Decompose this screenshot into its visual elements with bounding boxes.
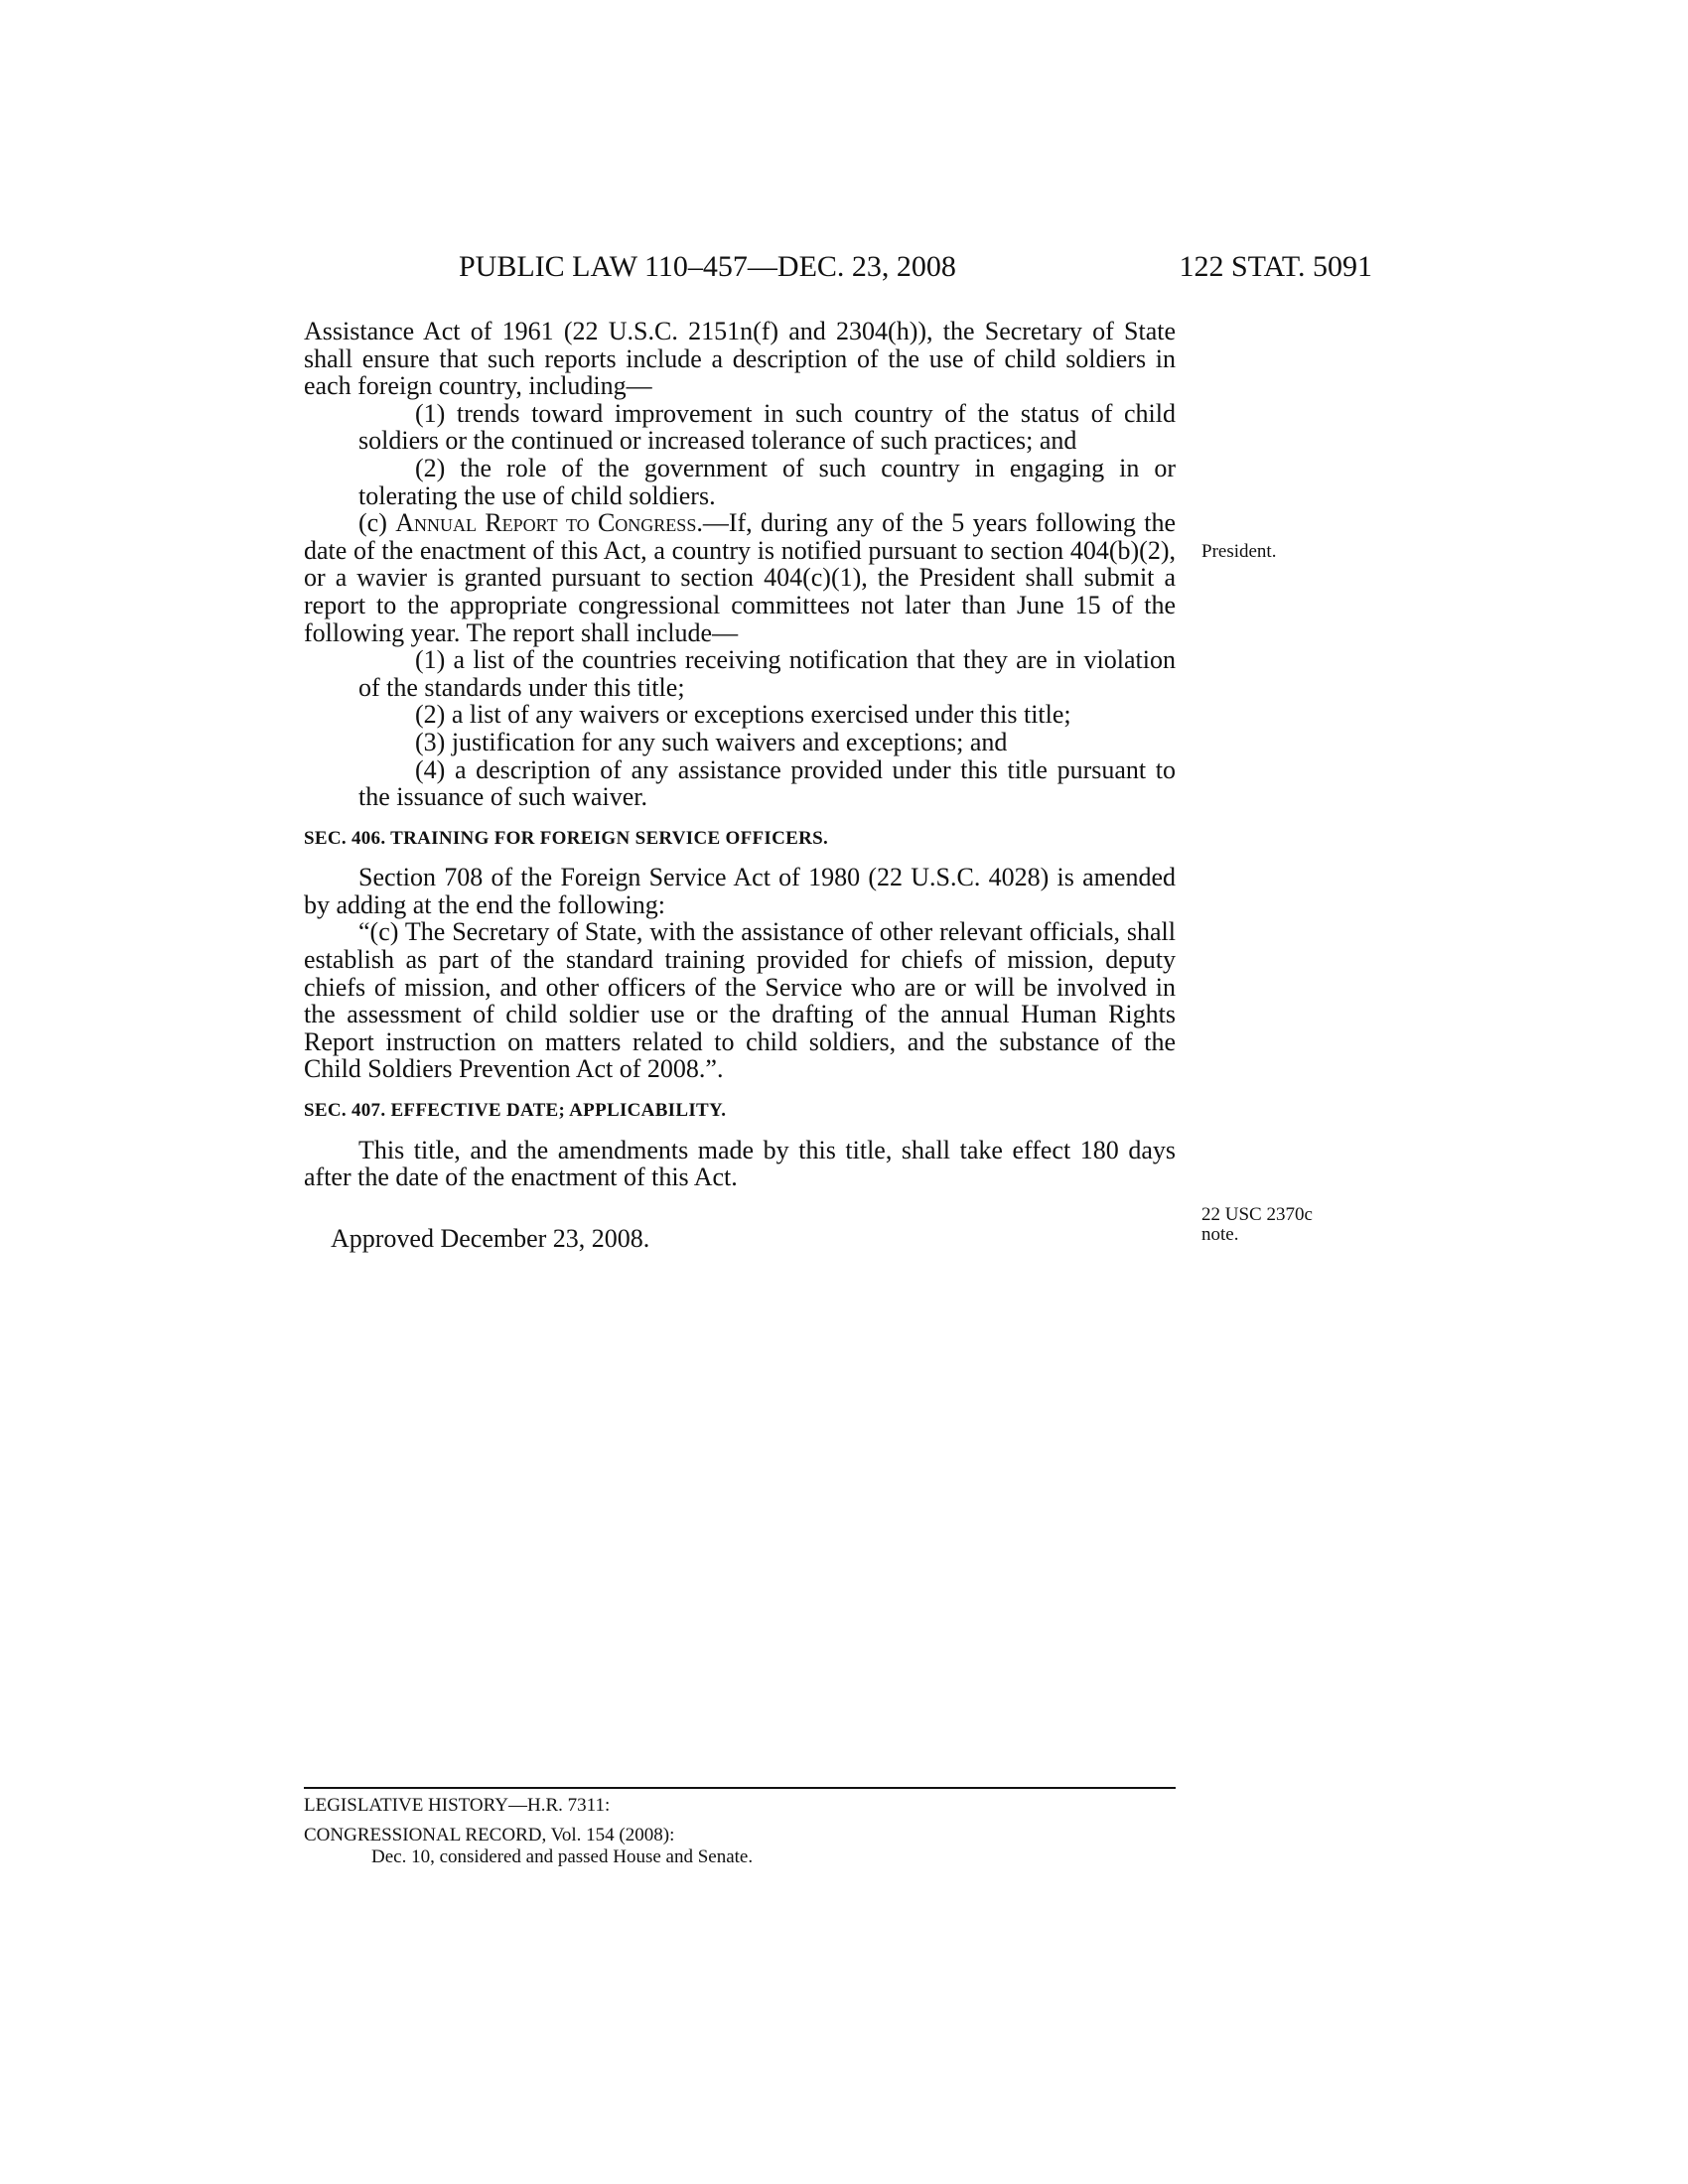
legislative-history-footnote <box>304 1787 1176 1868</box>
section-406-text: Section 708 of the Foreign Service Act of 1980 (22 U.S.C. 4028) is amended by adding at the end the following: <box>304 863 1176 919</box>
margin-note-usc-line2: note. <box>1201 1224 1239 1245</box>
list-item-c3: (3) justification for any such waivers and exceptions; and <box>415 727 1008 756</box>
running-title: PUBLIC LAW 110–457—DEC. 23, 2008 <box>459 250 956 283</box>
record-entry: Dec. 10, considered and passed House and Senate. <box>371 1846 754 1867</box>
congressional-record-line: CONGRESSIONAL RECORD, Vol. 154 (2008): <box>304 1825 675 1845</box>
body-text <box>304 318 1176 1252</box>
section-406-quote: “(c) The Secretary of State, with the assistance of other relevant officials, shall establish as part of the standard training provided for chiefs of mission, deputy chiefs of mission, and other officers of the Service who are or will be involved in the assessment of child soldier use or the drafting of the annual Human Rights Report instruction on matters related to child soldiers, and the substance of the Child Soldiers Prevention Act of 2008.”. <box>304 917 1176 1084</box>
list-item-b1: (1) trends toward improvement in such country of the status of child soldiers or the continued or increased tolerance of such practices; and <box>358 398 1176 456</box>
margin-note-president: President. <box>1201 541 1277 562</box>
approval-line: Approved December 23, 2008. <box>331 1223 650 1253</box>
section-406-heading: SEC. 406. TRAINING FOR FOREIGN SERVICE OFFICERS. <box>304 827 829 849</box>
subsection-c <box>304 509 1176 646</box>
list-item-c2: (2) a list of any waivers or exceptions exercised under this title; <box>415 700 1071 730</box>
subsection-c-heading: Annual Report to Congress <box>395 508 697 538</box>
section-407-text: This title, and the amendments made by this title, shall take effect 180 days after the date of the enactment of this Act. <box>304 1135 1176 1192</box>
list-item-c1: (1) a list of the countries receiving notification that they are in violation of the standards under this title; <box>358 645 1176 702</box>
intro-paragraph: Assistance Act of 1961 (22 U.S.C. 2151n(f) and 2304(h)), the Secretary of State shall ensure that such reports include a description of the use of child soldiers in each foreign country, including— <box>304 317 1176 401</box>
page-header <box>449 250 1372 290</box>
list-item-c4: (4) a description of any assistance provided under this title pursuant to the issuance of such waiver. <box>358 754 1176 812</box>
margin-note-usc-line1: 22 USC 2370c <box>1201 1204 1313 1225</box>
margin-note-usc <box>1201 1205 1313 1245</box>
subsection-c-text: .—If, during any of the 5 years following the date of the enactment of this Act, a country is notified pursuant to section 404(b)(2), or a wavier is granted pursuant to section 404(c)(1), the President shall submit a report to the appropriate congressional committees not later than June 15 of the following year. The report shall include— <box>304 508 1176 647</box>
subsection-c-label: (c) <box>358 508 396 538</box>
list-item-b2: (2) the role of the government of such country in engaging in or tolerating the use of child soldiers. <box>358 453 1176 510</box>
stat-citation: 122 STAT. 5091 <box>1179 250 1372 283</box>
legislative-history-title: LEGISLATIVE HISTORY—H.R. 7311: <box>304 1795 611 1816</box>
section-407-heading: SEC. 407. EFFECTIVE DATE; APPLICABILITY. <box>304 1100 727 1122</box>
